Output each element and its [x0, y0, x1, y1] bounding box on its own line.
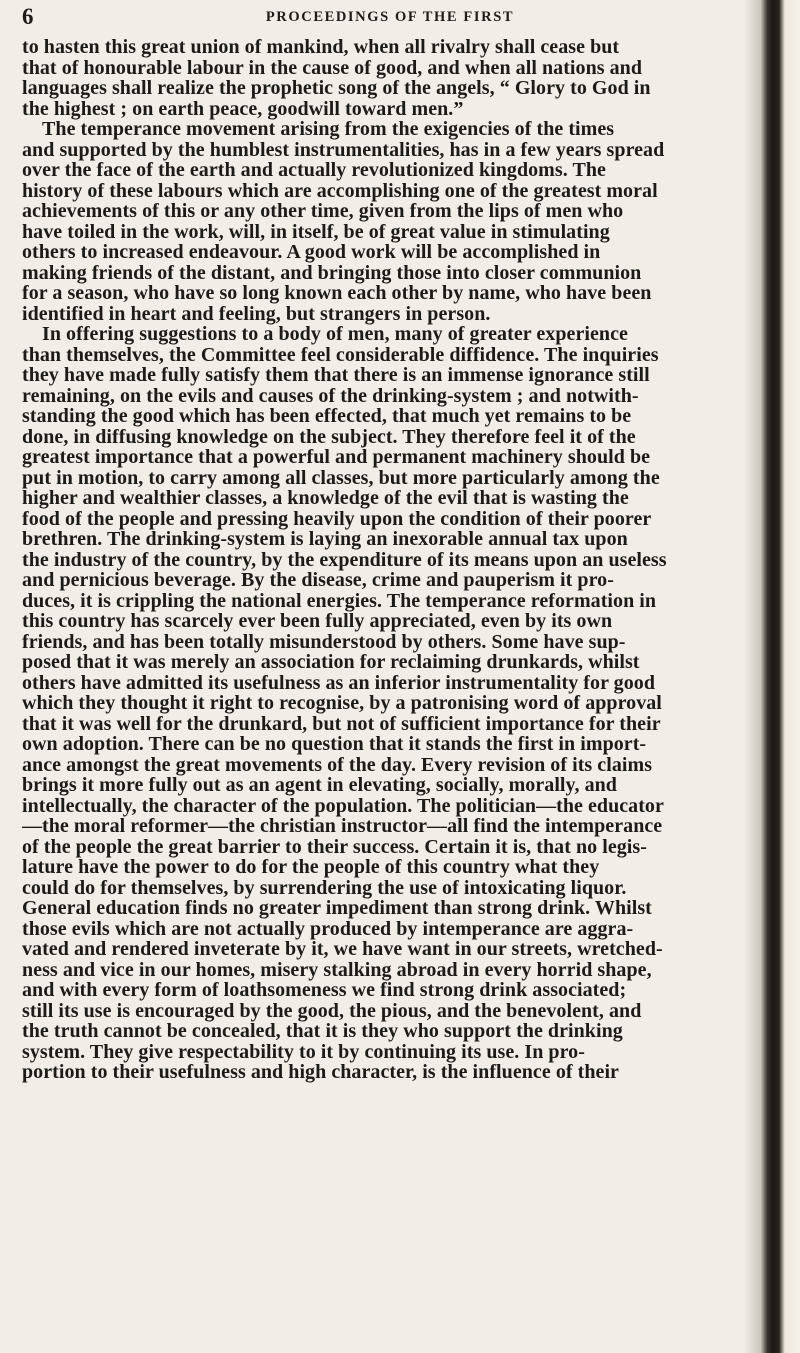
text-line: to hasten this great union of mankind, when all rivalry shall cease but	[22, 37, 620, 58]
text-line: done, in diffusing knowledge on the subject. They therefore feel it of the	[22, 425, 636, 448]
text-line: for a season, who have so long known each other by name, who have been	[22, 282, 652, 304]
text-line: higher and wealthier classes, a knowledge of the evil that is wasting the	[22, 487, 629, 509]
text-line: those evils which are not actually produced by intemperance are aggra-	[22, 917, 634, 940]
text-line: still its use is encouraged by the good, the pious, and the benevolent, and	[22, 999, 642, 1022]
running-head: PROCEEDINGS OF THE FIRST	[265, 9, 515, 25]
text-line: ness and vice in our homes, misery stalking abroad in every horrid shape,	[22, 958, 652, 981]
text-line: remaining, on the evils and causes of the drinking-system ; and notwith-	[22, 384, 639, 407]
text-line: food of the people and pressing heavily upon the condition of their poorer	[22, 507, 652, 530]
text-line: duces, it is crippling the national energies. The temperance reformation in	[22, 589, 657, 612]
text-line: achievements of this or any other time, given from the lips of men who	[22, 200, 624, 222]
text-line: General education finds no greater impediment than strong drink. Whilst	[22, 897, 652, 919]
text-line: that it was well for the drunkard, but not of sufficient importance for their	[22, 712, 661, 735]
text-line: that of honourable labour in the cause of good, and when all nations and	[22, 56, 643, 79]
text-line: and with every form of loathsomeness we find strong drink associated;	[22, 979, 627, 1001]
text-line: of the people the great barrier to their success. Certain it is, that no legis-	[22, 835, 647, 858]
text-line: The temperance movement arising from the exigencies of the times	[42, 118, 615, 140]
text-line: history of these labours which are accomplishing one of the greatest moral	[22, 179, 658, 202]
text-line: own adoption. There can be no question that it stands the first in import-	[22, 733, 647, 755]
text-line: portion to their usefulness and high character, is the influence of their	[22, 1061, 619, 1083]
text-line: the highest ; on earth peace, goodwill toward men.”	[22, 97, 464, 120]
text-line: have toiled in the work, will, in itself, be of great value in stimulating	[22, 220, 610, 243]
text-line: vated and rendered inveterate by it, we have want in our streets, wretched-	[22, 938, 663, 960]
text-line: others have admitted its usefulness as an inferior instrumentality for good	[22, 671, 656, 694]
text-line: and pernicious beverage. By the disease, crime and pauperism it pro-	[22, 569, 614, 591]
text-line: greatest importance that a powerful and permanent machinery should be	[22, 446, 651, 468]
text-line: posed that it was merely an association for reclaiming drunkards, whilst	[22, 651, 640, 673]
text-line: and supported by the humblest instrumentalities, has in a few years spread	[22, 138, 665, 161]
text-line: put in motion, to carry among all classes, but more particularly among the	[22, 466, 660, 489]
text-line: brings it more fully out as an agent in elevating, socially, morally, and	[22, 774, 617, 796]
text-line: the truth cannot be concealed, that it is they who support the drinking	[22, 1020, 623, 1042]
text-line: standing the good which has been effected, that much yet remains to be	[22, 405, 632, 427]
book-gutter	[760, 0, 800, 1353]
text-line: which they thought it right to recognise, by a patronising word of approval	[22, 692, 662, 714]
text-line: brethren. The drinking-system is laying an inexorable annual tax upon	[22, 528, 628, 550]
text-line: over the face of the earth and actually revolutionized kingdoms. The	[22, 159, 606, 181]
text-line: —the moral reformer—the christian instructor—all find the intemperance	[22, 815, 663, 837]
text-line: languages shall realize the prophetic song of the angels, “ Glory to God in	[22, 77, 651, 99]
text-line: In offering suggestions to a body of men, many of greater experience	[42, 323, 628, 345]
page-header	[0, 0, 780, 34]
text-line: intellectually, the character of the population. The politician—the educator	[22, 794, 664, 817]
text-line: ance amongst the great movements of the day. Every revision of its claims	[22, 753, 653, 776]
body-text	[22, 37, 762, 1307]
page-number: 6	[22, 4, 34, 29]
text-line: could do for themselves, by surrendering the use of intoxicating liquor.	[22, 876, 627, 899]
text-line: others to increased endeavour. A good work will be accomplished in	[22, 241, 601, 263]
text-line: friends, and has been totally misunderstood by others. Some have sup-	[22, 630, 626, 653]
text-line: this country has scarcely ever been fully appreciated, even by its own	[22, 610, 613, 632]
text-line: the industry of the country, by the expenditure of its means upon an useless	[22, 548, 667, 571]
text-line: than themselves, the Committee feel considerable diffidence. The inquiries	[22, 343, 659, 366]
text-line: lature have the power to do for the people of this country what they	[22, 856, 600, 878]
text-line: they have made fully satisfy them that there is an immense ignorance still	[22, 364, 650, 386]
text-line: system. They give respectability to it by continuing its use. In pro-	[22, 1040, 585, 1063]
text-line: identified in heart and feeling, but strangers in person.	[22, 302, 491, 325]
text-line: making friends of the distant, and bringing those into closer communion	[22, 261, 642, 284]
